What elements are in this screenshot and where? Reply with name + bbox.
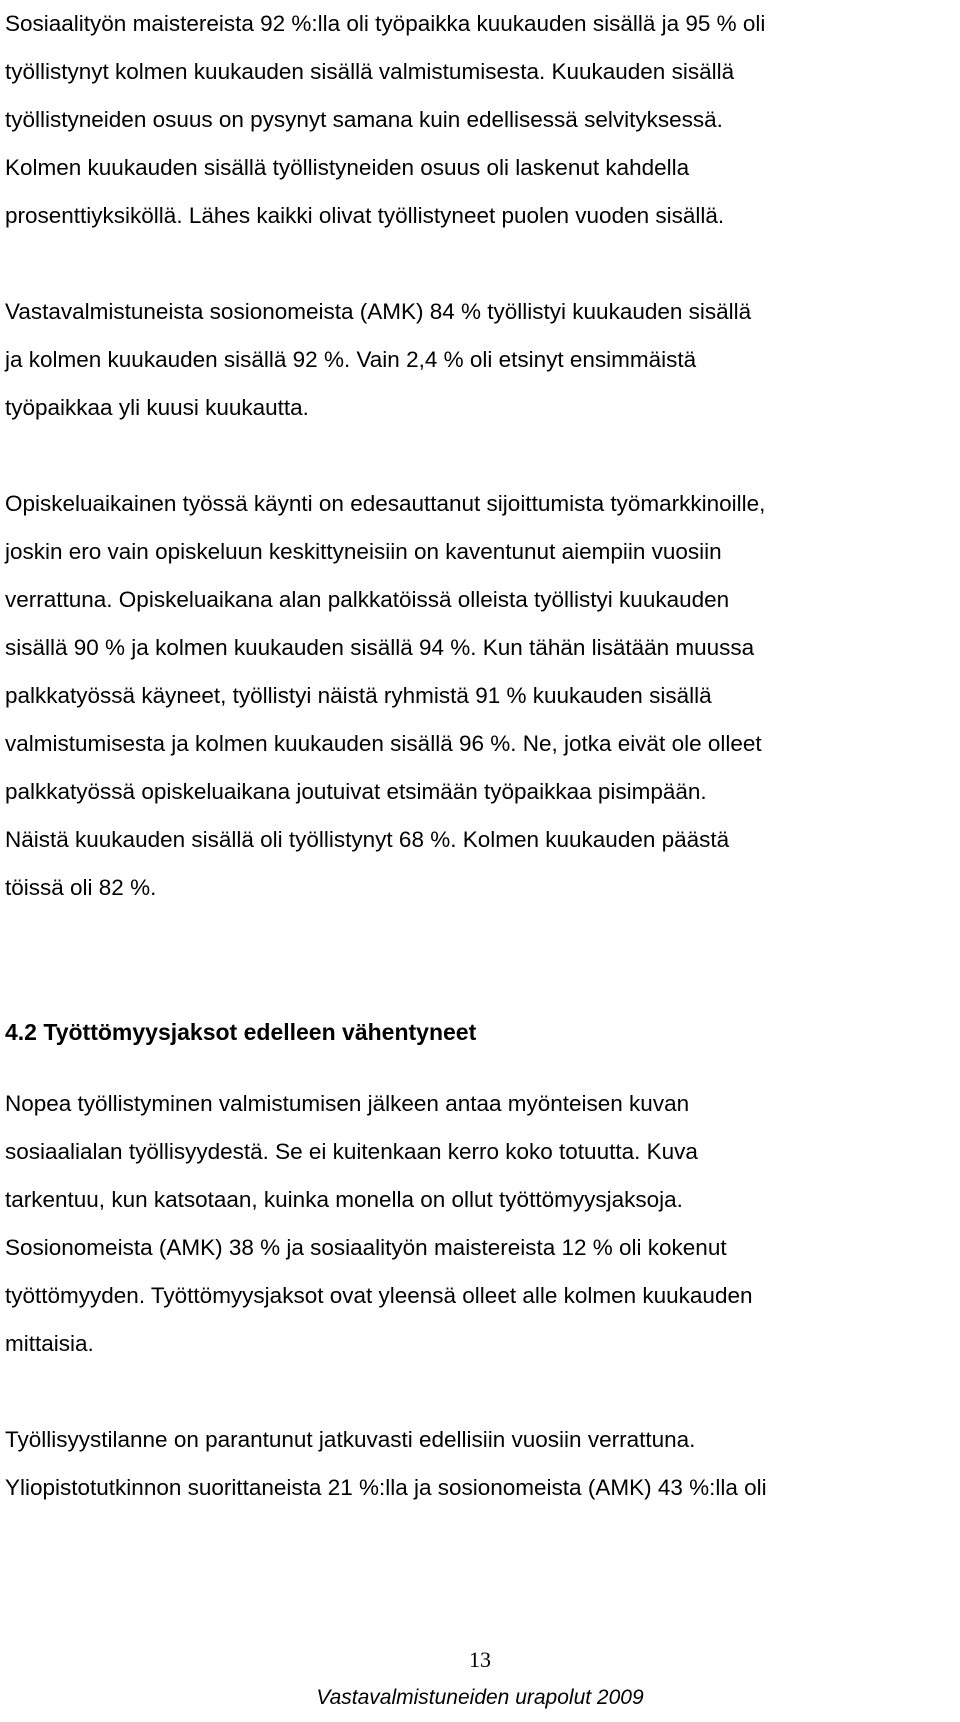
paragraph-spacer — [5, 240, 955, 288]
section-heading: 4.2 Työttömyysjaksot edelleen vähentyneet — [5, 1019, 477, 1045]
paragraph-unemployment-periods — [5, 1080, 955, 1368]
paragraph-sosionomit — [5, 288, 955, 432]
text-line: ja kolmen kuukauden sisällä 92 %. Vain 2,4 % oli etsinyt ensimmäistä — [5, 347, 697, 372]
text-line: palkkatyössä käyneet, työllistyi näistä ryhmistä 91 % kuukauden sisällä — [5, 683, 712, 708]
text-line: Sosiaalityön maistereista 92 %:lla oli työpaikka kuukauden sisällä ja 95 % oli — [5, 11, 766, 36]
paragraph-study-time-work — [5, 480, 955, 912]
text-line: palkkatyössä opiskeluaikana joutuivat etsimään työpaikkaa pisimpään. — [5, 779, 707, 804]
text-line: Kolmen kuukauden sisällä työllistyneiden osuus oli laskenut kahdella — [5, 155, 690, 180]
text-line: verrattuna. Opiskeluaikana alan palkkatöissä olleista työllistyi kuukauden — [5, 587, 730, 612]
page-body — [5, 0, 955, 1512]
text-line: Sosionomeista (AMK) 38 % ja sosiaalityön maistereista 12 % oli kokenut — [5, 1235, 727, 1260]
paragraph-spacer — [5, 1368, 955, 1416]
text-line: prosenttiyksiköllä. Lähes kaikki olivat työllistyneet puolen vuoden sisällä. — [5, 203, 725, 228]
text-line: Näistä kuukauden sisällä oli työllistynyt 68 %. Kolmen kuukauden päästä — [5, 827, 730, 852]
text-line: sosiaalialan työllisyydestä. Se ei kuitenkaan kerro koko totuutta. Kuva — [5, 1139, 698, 1164]
text-line: joskin ero vain opiskeluun keskittyneisiin on kaventunut aiempiin vuosiin — [5, 539, 722, 564]
text-line: työttömyyden. Työttömyysjaksot ovat yleensä olleet alle kolmen kuukauden — [5, 1283, 753, 1308]
text-line: työllistynyt kolmen kuukauden sisällä valmistumisesta. Kuukauden sisällä — [5, 59, 735, 84]
text-line: Työllisyystilanne on parantunut jatkuvasti edellisiin vuosiin verrattuna. — [5, 1427, 696, 1452]
page-number: 13 — [469, 1647, 491, 1672]
paragraph-social-work-masters — [5, 0, 955, 240]
text-line: Yliopistotutkinnon suorittaneista 21 %:lla ja sosionomeista (AMK) 43 %:lla oli — [5, 1475, 767, 1500]
text-line: sisällä 90 % ja kolmen kuukauden sisällä 94 %. Kun tähän lisätään muussa — [5, 635, 755, 660]
paragraph-spacer — [5, 432, 955, 480]
text-line: valmistumisesta ja kolmen kuukauden sisällä 96 %. Ne, jotka eivät ole olleet — [5, 731, 762, 756]
text-line: työllistyneiden osuus on pysynyt samana kuin edellisessä selvityksessä. — [5, 107, 723, 132]
text-line: tarkentuu, kun katsotaan, kuinka monella on ollut työttömyysjaksoja. — [5, 1187, 683, 1212]
text-line: Opiskeluaikainen työssä käynti on edesauttanut sijoittumista työmarkkinoille, — [5, 491, 766, 516]
text-line: mittaisia. — [5, 1331, 94, 1356]
paragraph-spacer — [5, 1056, 955, 1080]
text-line: Nopea työllistyminen valmistumisen jälkeen antaa myönteisen kuvan — [5, 1091, 690, 1116]
paragraph-spacer — [5, 912, 955, 1008]
paragraph-employment-situation — [5, 1416, 955, 1512]
text-line: työpaikkaa yli kuusi kuukautta. — [5, 395, 309, 420]
text-line: töissä oli 82 %. — [5, 875, 157, 900]
footer-document-title: Vastavalmistuneiden urapolut 2009 — [316, 1686, 644, 1709]
text-line: Vastavalmistuneista sosionomeista (AMK) 84 % työllistyi kuukauden sisällä — [5, 299, 752, 324]
